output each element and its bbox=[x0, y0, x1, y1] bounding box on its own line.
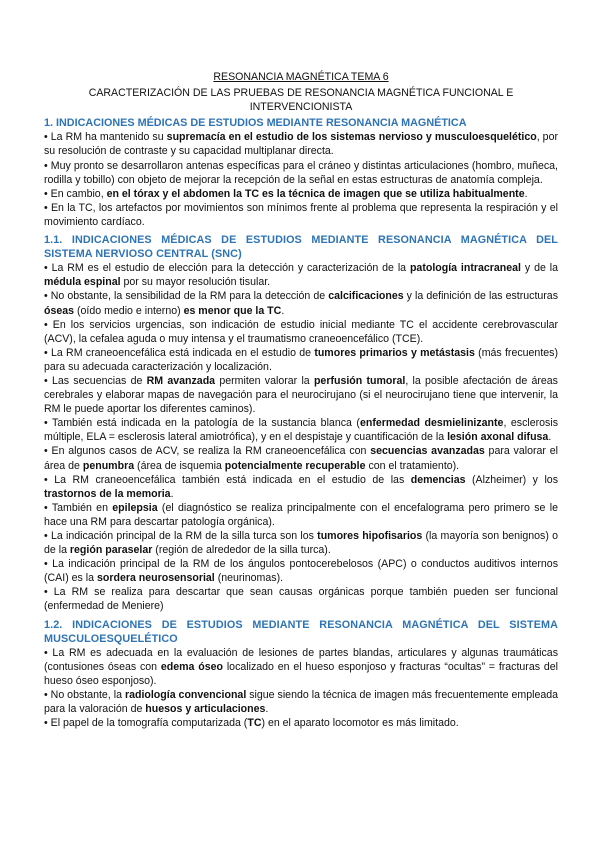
bullet-paragraph bbox=[44, 187, 558, 201]
text-run: (el diagnóstico se realiza principalmente con el encefalograma pero primero se le hace una RM para descartar patología orgánica). bbox=[44, 501, 558, 528]
section-heading: 1. INDICACIONES MÉDICAS DE ESTUDIOS MEDIANTE RESONANCIA MAGNÉTICA bbox=[44, 117, 467, 130]
text-run: • Las secuencias de bbox=[44, 374, 147, 387]
text-run: (neurinomas). bbox=[214, 572, 284, 585]
bullet-paragraph bbox=[44, 529, 558, 557]
bold-text: perfusión tumoral bbox=[313, 374, 406, 387]
bold-text: supremacía en el estudio de los sistemas nervioso y musculoesquelético bbox=[166, 131, 537, 144]
text-run: . bbox=[524, 187, 528, 200]
text-run: • En algunos casos de ACV, se realiza la RM craneoencefálica con bbox=[44, 445, 371, 458]
text-run: • La indicación principal de la RM de la silla turca son los bbox=[44, 530, 318, 542]
text-run: • No obstante, la bbox=[44, 689, 125, 702]
text-run: • La indicación principal de la RM de los ángulos pontocerebelosos (APC) o conductos auditivos internos (CAI) es la bbox=[44, 558, 558, 585]
bold-text: enfermedad desmielinizante bbox=[359, 417, 504, 430]
bullet-paragraph bbox=[44, 444, 558, 472]
text-run: • En la TC, los artefactos por movimientos son mínimos frente al problema que representa la respiración y el movimiento cardíaco. bbox=[44, 201, 558, 228]
bold-text: sordera neurosensorial bbox=[96, 572, 215, 585]
bold-text: secuencias avanzadas bbox=[370, 445, 485, 458]
text-run: . bbox=[548, 431, 552, 444]
text-run: • El papel de la tomografía computarizada ( bbox=[44, 717, 248, 730]
section-heading: 1.2. INDICACIONES DE ESTUDIOS MEDIANTE RESONANCIA MAGNÉTICA DEL SISTEMA MUSCULOESQUELÉTICO bbox=[44, 618, 558, 645]
bold-text: trastornos de la memoria bbox=[44, 487, 171, 500]
bold-text: tumores hipofisarios bbox=[317, 530, 423, 542]
bold-text: radiología convencional bbox=[124, 689, 247, 702]
bold-text: TC bbox=[247, 717, 262, 730]
bullet-paragraph bbox=[44, 585, 558, 613]
text-run: sigue siendo la técnica de imagen más frecuentemente empleada para la valoración de bbox=[44, 689, 559, 716]
bold-text: es menor que la TC bbox=[183, 304, 282, 317]
text-run: • También en bbox=[44, 501, 113, 514]
bold-text: potencialmente recuperable bbox=[224, 459, 366, 472]
section-heading: 1.1. INDICACIONES MÉDICAS DE ESTUDIOS MEDIANTE RESONANCIA MAGNÉTICA DEL SISTEMA NERVIOSO CENTRAL (SNC) bbox=[44, 234, 558, 261]
bold-text: tumores primarios y metástasis bbox=[314, 346, 475, 359]
text-run: , la posible afectación de áreas cerebrales y elaborar mapas de navegación para el neurocirujano (si el neurocirujano tiene que intervenir, la RM le puede aportar los diferentes caminos). bbox=[44, 374, 558, 416]
text-run: , por su resolución de contraste y su capacidad multiplanar directa. bbox=[44, 131, 558, 158]
text-run: y la definición de las estructuras bbox=[403, 290, 558, 303]
bullet-paragraph bbox=[44, 159, 558, 187]
bold-text: lesión axonal difusa bbox=[447, 431, 549, 444]
text-run: • La RM es adecuada en la evaluación de lesiones de partes blandas, articulares y algunas traumáticas (contusiones óseas con bbox=[44, 646, 558, 673]
text-run: (la mayoría son benignos) o de la bbox=[44, 530, 559, 557]
bold-text: edema óseo bbox=[160, 660, 223, 673]
bold-text: epilepsia bbox=[112, 501, 158, 514]
text-run: • Muy pronto se desarrollaron antenas específicas para el cráneo y distintas articulaciones (hombro, muñeca, rodilla y tobillo) con objeto de mejorar la recepción de la señal en estas estructuras de anatomía compleja. bbox=[44, 159, 558, 186]
bold-text: región paraselar bbox=[69, 544, 153, 557]
bullet-paragraph bbox=[44, 130, 558, 158]
text-run: para valorar el área de bbox=[44, 445, 558, 472]
text-run: • La RM es el estudio de elección para la detección y caracterización de la bbox=[44, 262, 410, 275]
text-run: por su mayor resolución tisular. bbox=[120, 276, 271, 289]
text-run: ) en el aparato locomotor es más limitado. bbox=[261, 717, 459, 730]
text-run: (región de alrededor de la silla turca). bbox=[152, 544, 331, 557]
bullet-paragraph bbox=[44, 374, 558, 416]
bold-text: RM avanzada bbox=[146, 374, 216, 387]
text-run: con el tratamiento). bbox=[365, 459, 460, 472]
bullet-paragraph bbox=[44, 289, 558, 317]
bullet-paragraph bbox=[44, 261, 558, 289]
text-run: • También está indicada en la patología de la sustancia blanca ( bbox=[44, 417, 360, 430]
text-run: • No obstante, la sensibilidad de la RM para la detección de bbox=[44, 290, 329, 303]
bullet-paragraph bbox=[44, 716, 558, 730]
bold-text: huesos y articulaciones bbox=[145, 703, 266, 716]
text-run: (oído medio e interno) bbox=[74, 304, 184, 317]
bullet-paragraph bbox=[44, 646, 558, 688]
document-body bbox=[44, 116, 558, 730]
text-run: (más frecuentes) para su adecuada caracterización y localización. bbox=[44, 346, 558, 373]
text-run: • En los servicios urgencias, son indicación de estudio inicial mediante TC el accidente cerebrovascular (ACV), la cefalea aguda o muy intensa y el traumatismo craneoencefálico (TCE). bbox=[44, 318, 558, 345]
text-run: • La RM se realiza para descartar que sean causas orgánicas porque también pueden ser funcional (enfermedad de Meniere) bbox=[44, 586, 558, 613]
text-run: (área de isquemia bbox=[134, 459, 225, 472]
bullet-paragraph bbox=[44, 201, 558, 229]
text-run: , esclerosis múltiple, ELA = esclerosis lateral amiotrófica), y en el despistaje y cuantificación de la bbox=[44, 417, 559, 444]
text-run: • En cambio, bbox=[44, 187, 107, 200]
text-run: . bbox=[170, 487, 174, 500]
text-run: localizado en el hueso esponjoso y fracturas “ocultas” = fracturas del hueso óseo esponjoso). bbox=[44, 660, 558, 687]
text-run: • La RM ha mantenido su bbox=[44, 131, 167, 144]
bullet-paragraph bbox=[44, 688, 558, 716]
text-run: . bbox=[281, 304, 285, 317]
bold-text: médula espinal bbox=[44, 276, 121, 289]
bold-text: calcificaciones bbox=[328, 290, 404, 303]
bullet-paragraph bbox=[44, 501, 558, 529]
text-run: • La RM craneoencefálica está indicada en el estudio de bbox=[44, 346, 315, 359]
bold-text: penumbra bbox=[82, 459, 135, 472]
bullet-paragraph bbox=[44, 416, 558, 444]
bold-text: patología intracraneal bbox=[409, 262, 521, 275]
text-run: permiten valorar la bbox=[215, 374, 314, 387]
bullet-paragraph bbox=[44, 318, 558, 346]
bullet-paragraph bbox=[44, 557, 558, 585]
bullet-paragraph bbox=[44, 346, 558, 374]
document-subtitle: CARACTERIZACIÓN DE LAS PRUEBAS DE RESONANCIA MAGNÉTICA FUNCIONAL E INTERVENCIONISTA bbox=[88, 87, 514, 114]
bold-text: demencias bbox=[410, 473, 466, 486]
text-run: y de la bbox=[521, 262, 559, 275]
text-run: (Alzheimer) y los bbox=[465, 473, 558, 486]
bold-text: óseas bbox=[44, 304, 75, 317]
text-run: • La RM craneoencefálica también está indicada en el estudio de las bbox=[44, 473, 411, 486]
bullet-paragraph bbox=[44, 473, 558, 501]
text-run: . bbox=[265, 703, 269, 716]
bold-text: en el tórax y el abdomen la TC es la técnica de imagen que se utiliza habitualmente bbox=[106, 187, 525, 200]
document-title: RESONANCIA MAGNÉTICA TEMA 6 bbox=[213, 71, 389, 83]
